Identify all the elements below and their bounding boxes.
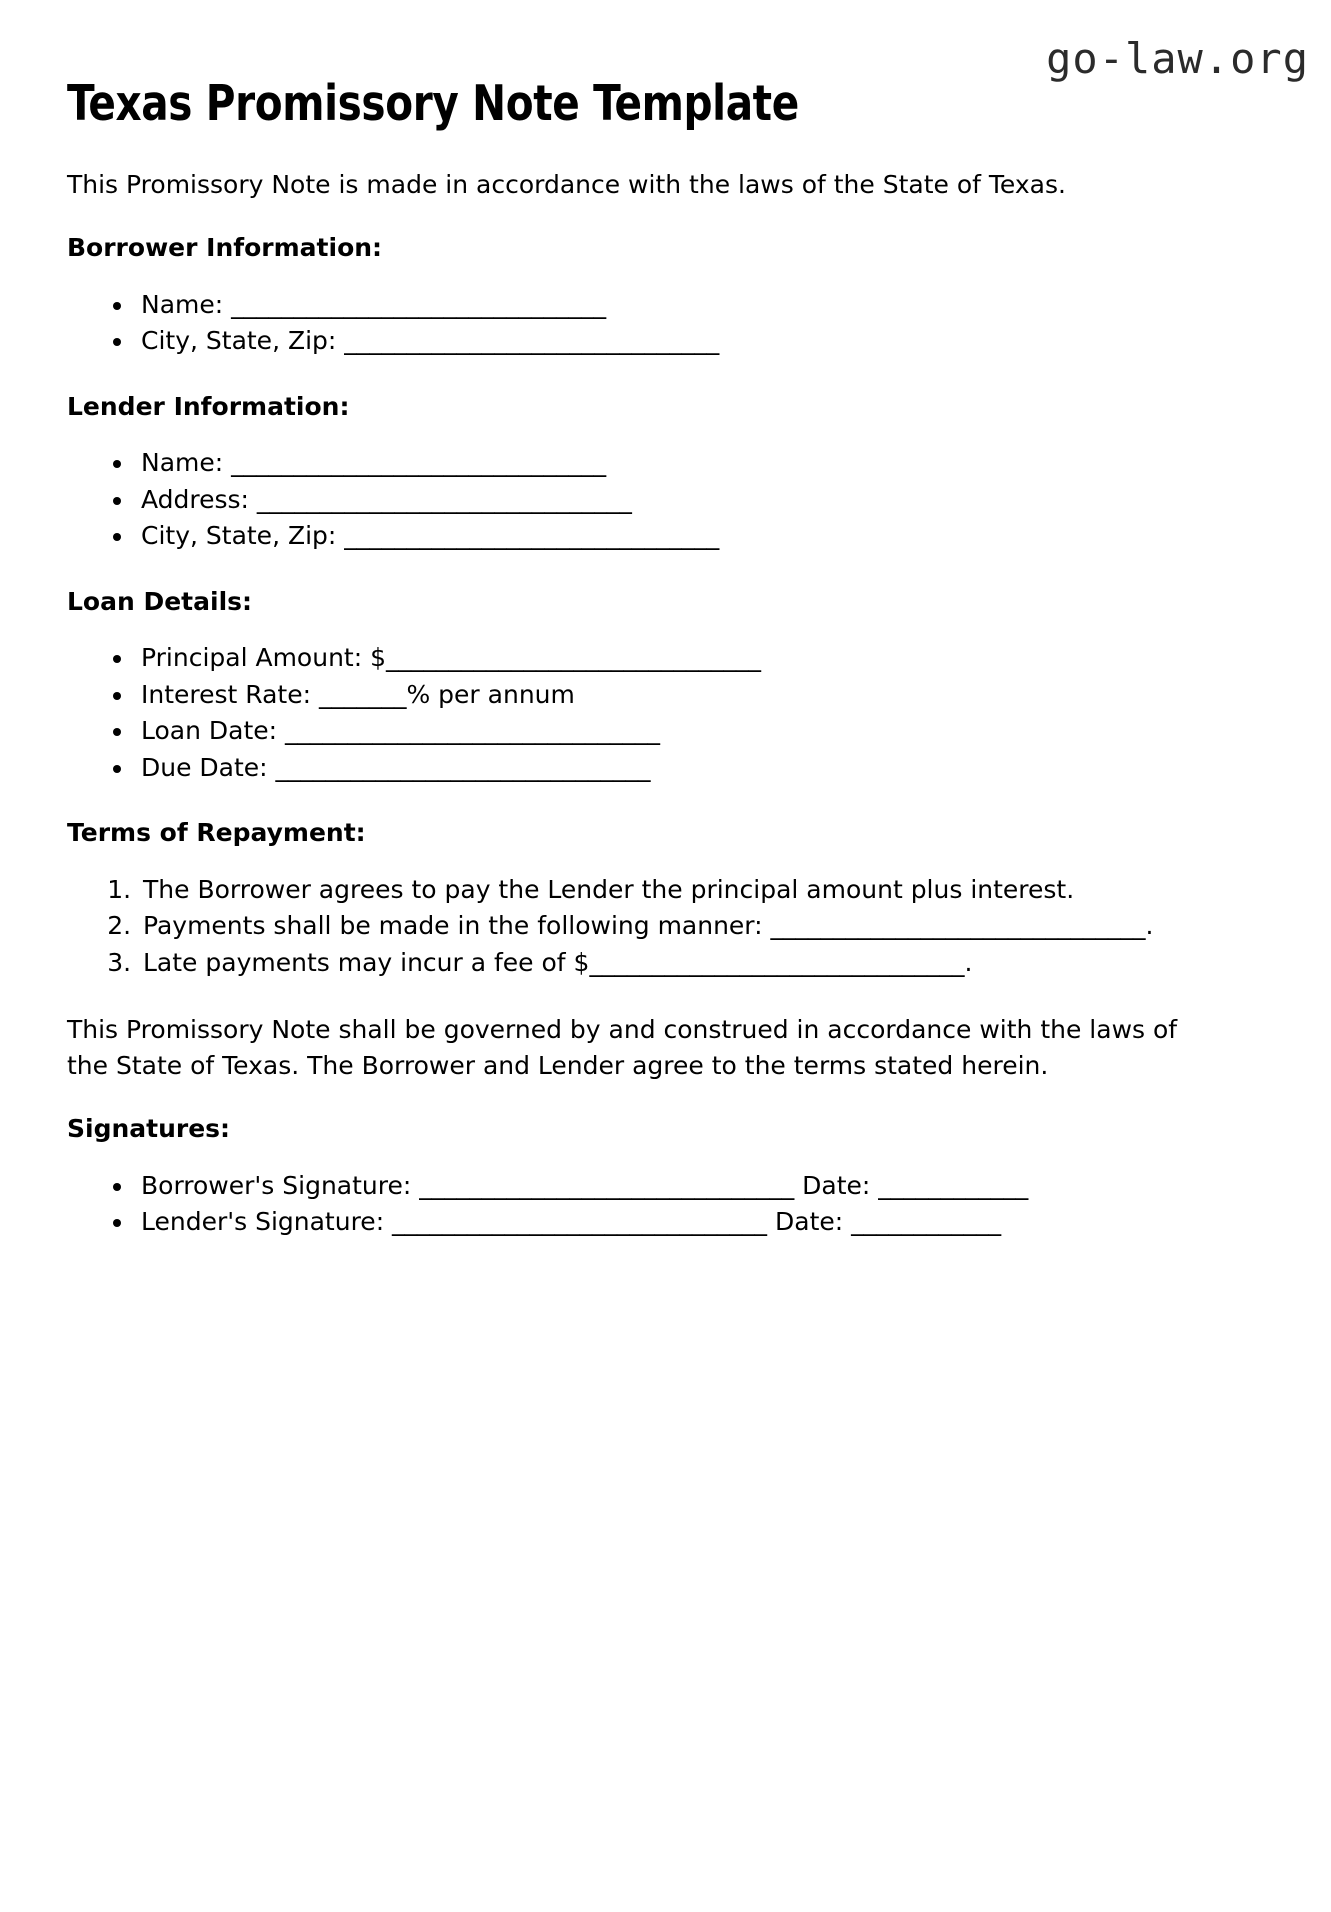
section-heading-borrower: Borrower Information:	[67, 233, 383, 263]
page-title: Texas Promissory Note Template	[67, 75, 799, 132]
list-item: • Interest Rate: _______% per annum	[135, 677, 1197, 713]
section-heading-loan-details: Loan Details:	[67, 586, 253, 616]
list-item: 1. The Borrower agrees to pay the Lender the principal amount plus interest.	[139, 872, 1197, 908]
list-item: • Name: ______________________________	[135, 287, 1197, 323]
loan-details-list	[67, 640, 1197, 785]
list-item: • Loan Date: ______________________________	[135, 713, 1197, 749]
page-bottom-whitespace	[67, 1272, 1197, 1912]
list-item: • City, State, Zip: ______________________________	[135, 323, 1197, 359]
list-item: 2. Payments shall be made in the following manner: ______________________________.	[139, 908, 1197, 944]
terms-of-repayment-list	[67, 872, 1197, 981]
list-item: • Borrower's Signature: ______________________________ Date: ____________	[135, 1168, 1197, 1204]
signatures-list	[67, 1168, 1197, 1240]
list-item: • Address: ______________________________	[135, 482, 1197, 518]
section-heading-signatures: Signatures:	[67, 1114, 231, 1144]
site-logo: go-law.org	[1046, 34, 1309, 83]
governing-law-paragraph: This Promissory Note shall be governed by and construed in accordance with the laws of the State of Texas. The Borrower and Lender agree to the terms stated herein.	[67, 1015, 1178, 1080]
list-item: • Lender's Signature: ______________________________ Date: ____________	[135, 1204, 1197, 1240]
section-heading-lender: Lender Information:	[67, 391, 350, 421]
intro-paragraph: This Promissory Note is made in accordance with the laws of the State of Texas.	[67, 169, 1066, 199]
list-item: • City, State, Zip: ______________________________	[135, 518, 1197, 554]
list-item: 3. Late payments may incur a fee of $______________________________.	[139, 945, 1197, 981]
list-item: • Due Date: ______________________________	[135, 750, 1197, 786]
document-content	[67, 75, 1197, 1912]
lender-information-list	[67, 445, 1197, 554]
section-heading-terms-of-repayment: Terms of Repayment:	[67, 818, 366, 848]
list-item: • Name: ______________________________	[135, 445, 1197, 481]
list-item: • Principal Amount: $______________________________	[135, 640, 1197, 676]
borrower-information-list	[67, 287, 1197, 359]
